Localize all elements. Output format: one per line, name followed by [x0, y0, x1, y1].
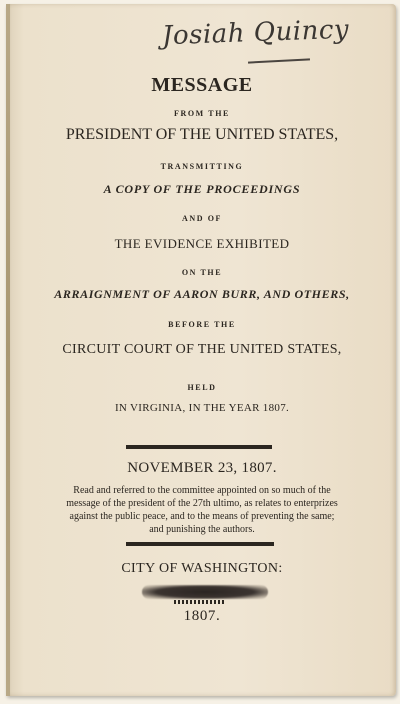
on-the-label: ON THE: [181, 268, 223, 277]
virginia-line: IN VIRGINIA, IN THE YEAR 1807.: [114, 402, 290, 414]
obscured-imprint-blot: [142, 585, 268, 599]
handwritten-signature: Josiah Quincy: [161, 14, 350, 52]
document-title: MESSAGE: [151, 74, 253, 96]
arraignment-line: ARRAIGNMENT OF AARON BURR, AND OTHERS,: [54, 287, 350, 301]
president-line: PRESIDENT OF THE UNITED STATES,: [65, 126, 339, 143]
from-the-label: FROM THE: [174, 109, 230, 118]
and-of-label: AND OF: [181, 214, 223, 223]
divider-rule-bottom: [126, 542, 274, 546]
circuit-court-line: CIRCUIT COURT OF THE UNITED STATES,: [62, 342, 342, 357]
dotted-rule: [174, 600, 226, 604]
evidence-line: THE EVIDENCE EXHIBITED: [114, 236, 290, 251]
copy-proceedings-line: A COPY OF THE PROCEEDINGS: [103, 182, 301, 196]
divider-rule-top: [126, 445, 272, 449]
date-line: NOVEMBER 23, 1807.: [127, 460, 277, 476]
transmitting-label: TRANSMITTING: [160, 162, 244, 171]
imprint-year: 1807.: [183, 608, 221, 624]
book-spine-edge: [6, 4, 10, 696]
before-the-label: BEFORE THE: [168, 320, 236, 329]
referral-paragraph: Read and referred to the committee appointed on so much of the message of the president of the 27th ultimo, as relates to enterprizes against the public peace, and to the means of preventing the same; and punishing the authors.: [66, 485, 338, 535]
held-label: HELD: [187, 383, 217, 392]
city-line: CITY OF WASHINGTON:: [121, 561, 283, 576]
